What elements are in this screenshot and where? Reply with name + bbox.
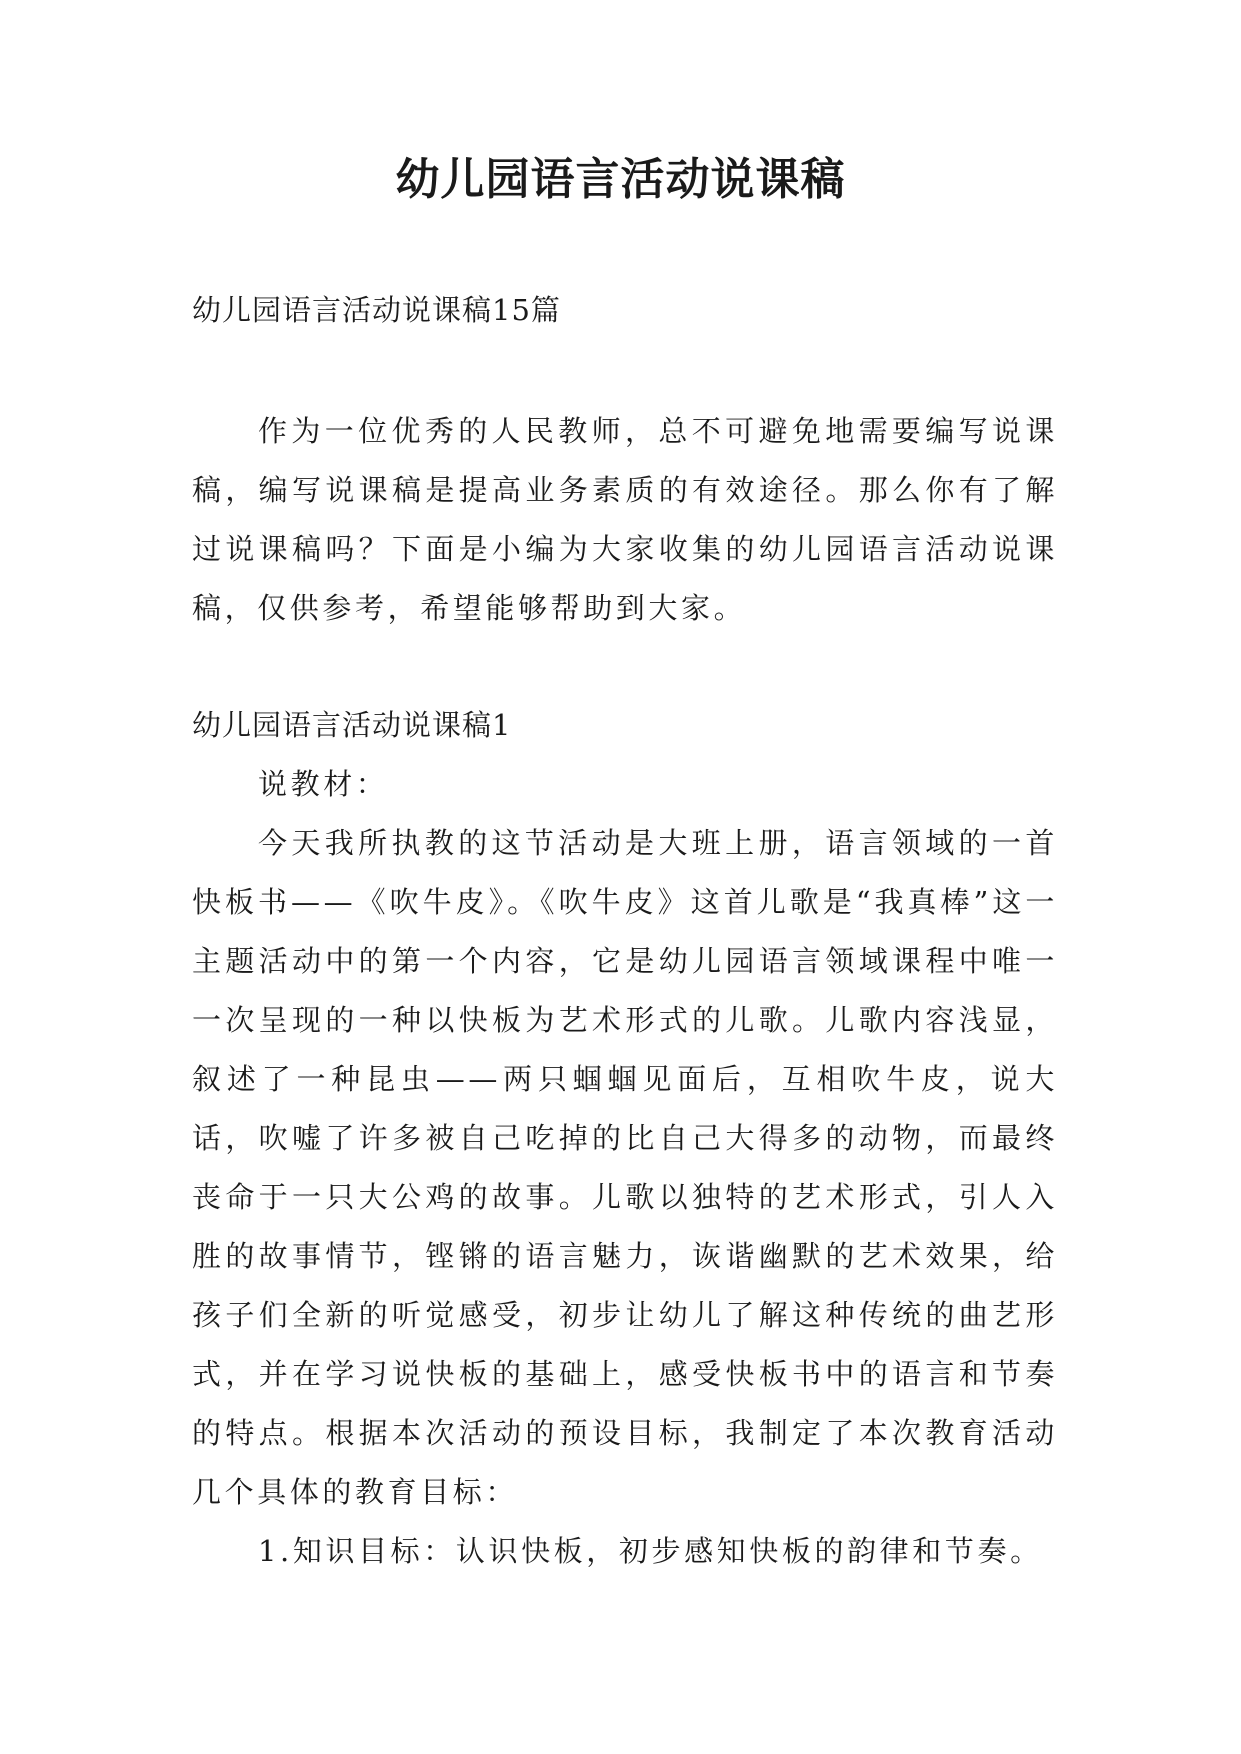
goal-item: 1.知识目标：认识快板，初步感知快板的韵律和节奏。 <box>258 1534 1043 1568</box>
document-title: 幼儿园语言活动说课稿 <box>395 154 846 205</box>
document-subtitle: 幼儿园语言活动说课稿15篇 <box>192 293 561 327</box>
main-paragraph: 今天我所执教的这节活动是大班上册，语言领域的一首快板书——《吹牛皮》。《吹牛皮》这首儿歌是“我真棒”这一主题活动中的第一个内容，它是幼儿园语言领域课程中唯一一次呈现的一种以快板为艺术形式的儿歌。儿歌内容浅显，叙述了一种昆虫——两只蝈蝈见面后，互相吹牛皮，说大话，吹嘘了许多被自己吃掉的比自己大得多的动物，而最终丧命于一只大公鸡的故事。儿歌以独特的艺术形式，引人入胜的故事情节，铿锵的语言魅力，诙谐幽默的艺术效果，给孩子们全新的听觉感受，初步让幼儿了解这种传统的曲艺形式，并在学习说快板的基础上，感受快板书中的语言和节奏的特点。根据本次活动的预设目标，我制定了本次教育活动几个具体的教育目标： <box>192 826 1058 1509</box>
section-heading: 幼儿园语言活动说课稿1 <box>192 708 512 742</box>
section-label: 说教材： <box>258 767 389 801</box>
intro-paragraph: 作为一位优秀的人民教师，总不可避免地需要编写说课稿，编写说课稿是提高业务素质的有效途径。那么你有了解过说课稿吗？下面是小编为大家收集的幼儿园语言活动说课稿，仅供参考，希望能够帮助到大家。 <box>192 414 1058 625</box>
